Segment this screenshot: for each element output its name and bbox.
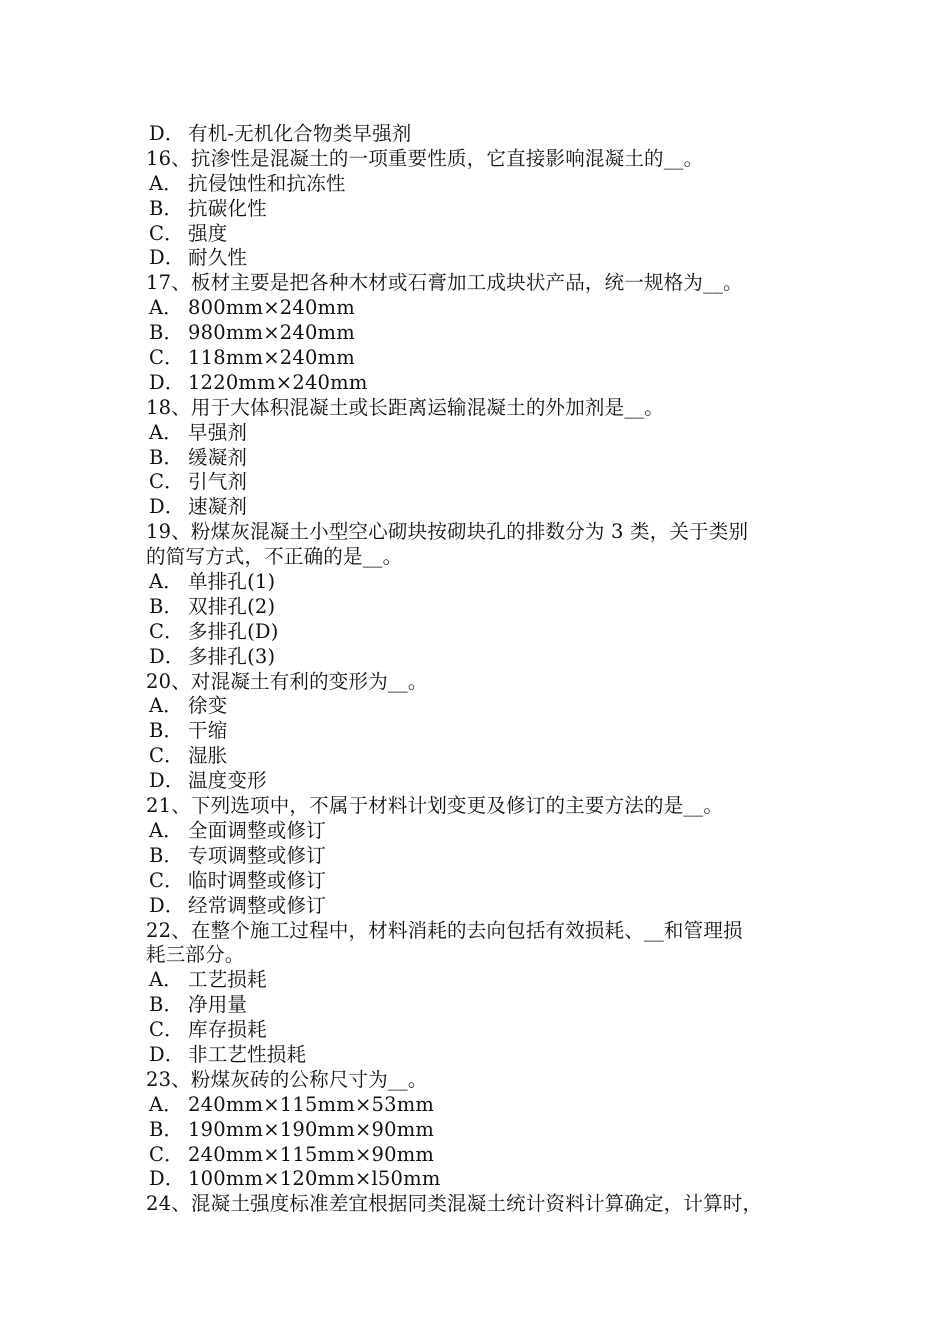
- option-letter: B．: [149, 321, 184, 345]
- answer-option: [146, 620, 826, 645]
- option-letter: D．: [149, 644, 185, 668]
- question-text: 24、混凝土强度标准差宜根据同类混凝土统计资料计算确定，计算时，: [146, 1192, 763, 1216]
- option-letter: B．: [149, 719, 184, 743]
- option-letter: C．: [149, 868, 184, 892]
- option-letter: A．: [149, 570, 183, 594]
- answer-option: [146, 122, 826, 147]
- question-text: 耗三部分。: [146, 943, 245, 967]
- option-text: 118mm×240mm: [188, 346, 355, 370]
- option-text: 240mm×115mm×53mm: [188, 1092, 435, 1116]
- option-letter: A．: [149, 420, 183, 444]
- answer-option: [146, 1093, 826, 1118]
- option-text: 全面调整或修订: [188, 818, 326, 842]
- option-text: 有机-无机化合物类早强剂: [188, 122, 412, 145]
- answer-option: [146, 470, 826, 495]
- option-letter: A．: [149, 968, 183, 992]
- question-text: 17、板材主要是把各种木材或石膏加工成块状产品，统一规格为__。: [146, 271, 743, 295]
- option-text: 抗侵蚀性和抗冻性: [188, 171, 346, 195]
- option-letter: C．: [149, 744, 184, 768]
- option-letter: D．: [149, 1042, 185, 1066]
- answer-option: [146, 645, 826, 670]
- question-text: 20、对混凝土有利的变形为__。: [146, 669, 428, 693]
- answer-option: [146, 968, 826, 993]
- option-text: 工艺损耗: [188, 968, 267, 992]
- document-page: [146, 122, 826, 1217]
- option-text: 早强剂: [188, 420, 248, 444]
- answer-option: [146, 744, 826, 769]
- answer-option: [146, 346, 826, 371]
- option-letter: C．: [149, 1018, 184, 1042]
- answer-option: [146, 1143, 826, 1168]
- option-text: 引气剂: [188, 470, 248, 494]
- option-letter: B．: [149, 843, 184, 867]
- answer-option: [146, 694, 826, 719]
- option-text: 1220mm×240mm: [188, 370, 368, 394]
- option-text: 干缩: [188, 719, 228, 743]
- option-text: 双排孔(2): [188, 594, 276, 618]
- option-letter: B．: [149, 594, 184, 618]
- answer-option: [146, 894, 826, 919]
- answer-option: [146, 1018, 826, 1043]
- option-letter: D．: [149, 122, 185, 145]
- option-letter: C．: [149, 346, 184, 370]
- option-letter: B．: [149, 196, 184, 220]
- option-text: 100mm×120mm×l50mm: [188, 1167, 441, 1191]
- option-text: 240mm×115mm×90mm: [188, 1142, 435, 1166]
- answer-option: [146, 570, 826, 595]
- option-letter: A．: [149, 171, 183, 195]
- question-text: 16、抗渗性是混凝土的一项重要性质，它直接影响混凝土的__。: [146, 146, 704, 170]
- option-letter: C．: [149, 470, 184, 494]
- answer-option: [146, 321, 826, 346]
- answer-option: [146, 844, 826, 869]
- answer-option: [146, 1043, 826, 1068]
- option-text: 库存损耗: [188, 1018, 267, 1042]
- answer-option: [146, 869, 826, 894]
- answer-option: [146, 719, 826, 744]
- option-letter: D．: [149, 246, 185, 270]
- option-text: 耐久性: [188, 246, 248, 270]
- option-letter: A．: [149, 296, 183, 320]
- option-text: 800mm×240mm: [188, 296, 355, 320]
- option-text: 980mm×240mm: [188, 321, 355, 345]
- option-letter: D．: [149, 769, 185, 793]
- option-letter: C．: [149, 1142, 184, 1166]
- answer-option: [146, 222, 826, 247]
- option-letter: A．: [149, 818, 183, 842]
- option-text: 速凝剂: [188, 495, 248, 519]
- answer-option: [146, 172, 826, 197]
- option-letter: C．: [149, 619, 184, 643]
- option-text: 非工艺性损耗: [188, 1042, 307, 1066]
- option-text: 多排孔(D): [188, 619, 279, 643]
- option-text: 单排孔(1): [188, 570, 276, 594]
- option-letter: B．: [149, 445, 184, 469]
- option-text: 多排孔(3): [188, 644, 276, 668]
- answer-option: [146, 495, 826, 520]
- option-text: 徐变: [188, 694, 228, 718]
- question-text: 22、在整个施工过程中，材料消耗的去向包括有效损耗、__和管理损: [146, 918, 743, 942]
- answer-option: [146, 421, 826, 446]
- option-text: 强度: [188, 221, 228, 245]
- question-text: 的简写方式，不正确的是__。: [146, 545, 403, 569]
- answer-option: [146, 371, 826, 396]
- option-text: 专项调整或修订: [188, 843, 326, 867]
- option-text: 湿胀: [188, 744, 228, 768]
- question-text: 23、粉煤灰砖的公称尺寸为__。: [146, 1067, 428, 1091]
- option-letter: D．: [149, 370, 185, 394]
- option-letter: D．: [149, 495, 185, 519]
- answer-option: [146, 246, 826, 271]
- option-text: 190mm×190mm×90mm: [188, 1117, 435, 1141]
- option-text: 净用量: [188, 993, 248, 1017]
- option-letter: B．: [149, 993, 184, 1017]
- option-text: 抗碳化性: [188, 196, 267, 220]
- option-letter: A．: [149, 694, 183, 718]
- option-letter: A．: [149, 1092, 183, 1116]
- option-text: 温度变形: [188, 769, 267, 793]
- answer-option: [146, 446, 826, 471]
- answer-option: [146, 993, 826, 1018]
- answer-option: [146, 296, 826, 321]
- answer-option: [146, 769, 826, 794]
- option-letter: B．: [149, 1117, 184, 1141]
- answer-option: [146, 1167, 826, 1192]
- answer-option: [146, 1118, 826, 1143]
- option-letter: D．: [149, 1167, 185, 1191]
- question-text: 18、用于大体积混凝土或长距离运输混凝土的外加剂是__。: [146, 395, 664, 419]
- option-text: 临时调整或修订: [188, 868, 326, 892]
- option-text: 缓凝剂: [188, 445, 248, 469]
- answer-option: [146, 819, 826, 844]
- question-text: 19、粉煤灰混凝土小型空心砌块按砌块孔的排数分为 3 类，关于类别: [146, 520, 749, 544]
- option-letter: C．: [149, 221, 184, 245]
- option-text: 经常调整或修订: [188, 893, 326, 917]
- answer-option: [146, 197, 826, 222]
- answer-option: [146, 595, 826, 620]
- option-letter: D．: [149, 893, 185, 917]
- question-text: 21、下列选项中，不属于材料计划变更及修订的主要方法的是__。: [146, 794, 724, 818]
